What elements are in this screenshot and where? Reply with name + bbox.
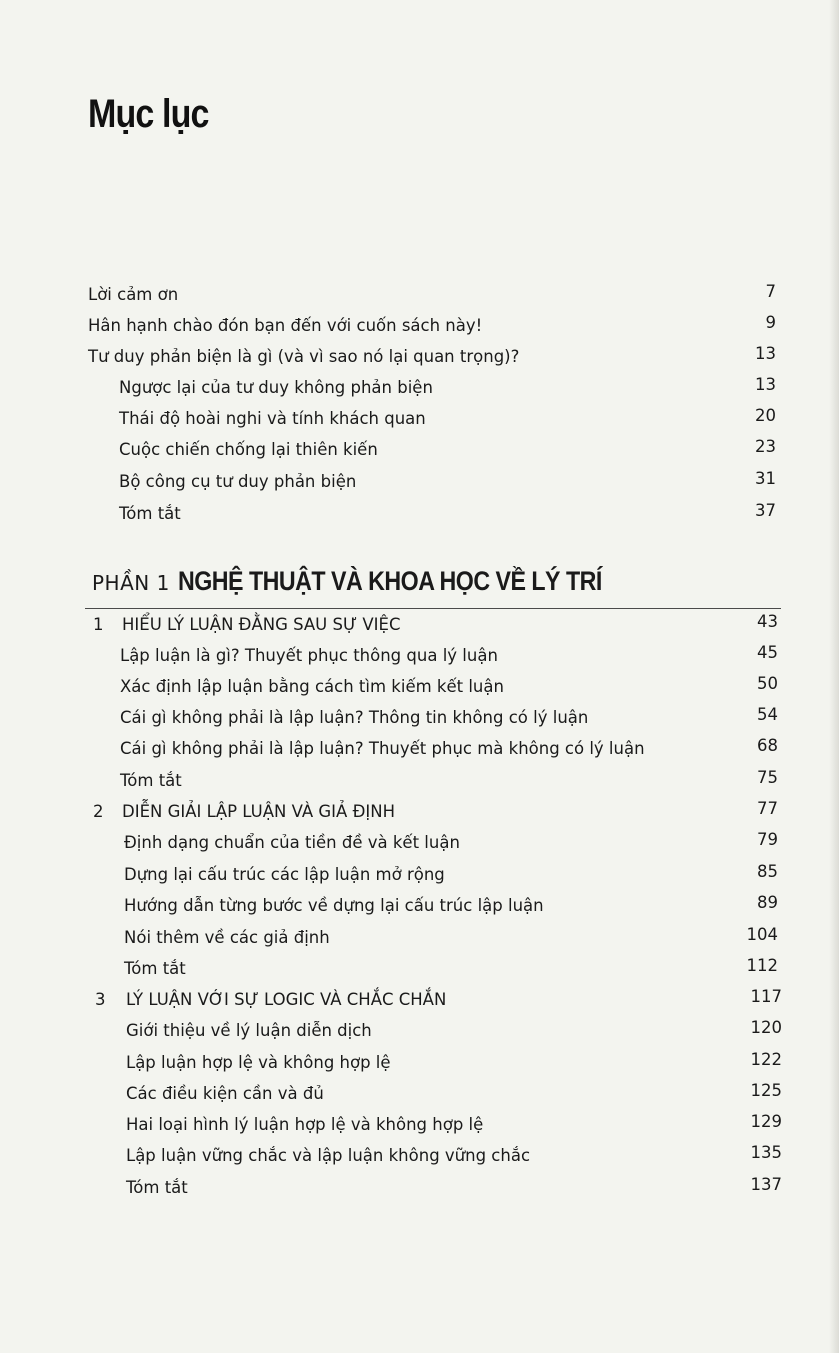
chapter-title: DIỄN GIẢI LẬP LUẬN VÀ GIẢ ĐỊNH (122, 802, 395, 821)
toc-entry-label: Lời cảm ơn (88, 285, 179, 304)
toc-entry-label: Thái độ hoài nghi và tính khách quan (119, 409, 426, 428)
toc-entry-page: 7 (765, 282, 776, 301)
toc-entry-page: 9 (765, 313, 776, 332)
toc-entry-label: Hướng dẫn từng bước về dựng lại cấu trúc lập luận (124, 896, 544, 915)
toc-entry-label: Cái gì không phải là lập luận? Thông tin không có lý luận (120, 708, 589, 727)
toc-entry-page: 137 (750, 1175, 782, 1194)
toc-entry-label: Tóm tắt (119, 504, 181, 523)
toc-entry-label: Tư duy phản biện là gì (và vì sao nó lại quan trọng)? (88, 347, 520, 366)
toc-entry-label: Bộ công cụ tư duy phản biện (119, 472, 357, 491)
toc-entry-label: Cuộc chiến chống lại thiên kiến (119, 440, 378, 459)
toc-entry-page: 31 (755, 469, 776, 488)
toc-entry-label: Cái gì không phải là lập luận? Thuyết phục mà không có lý luận (120, 739, 645, 758)
toc-entry-page: 85 (757, 862, 778, 881)
part-heading (92, 566, 671, 597)
chapter-number: 1 (93, 615, 104, 634)
chapter-title: HIỂU LÝ LUẬN ĐẰNG SAU SỰ VIỆC (122, 615, 401, 634)
toc-entry-page: 68 (757, 736, 778, 755)
toc-entry-page: 54 (757, 705, 778, 724)
toc-entry-label: Tóm tắt (120, 771, 182, 790)
toc-entry-label: Hân hạnh chào đón bạn đến với cuốn sách này! (88, 316, 483, 335)
toc-entry-label: Giới thiệu về lý luận diễn dịch (126, 1021, 372, 1040)
toc-entry-label: Lập luận hợp lệ và không hợp lệ (126, 1053, 391, 1072)
toc-entry-label: Ngược lại của tư duy không phản biện (119, 378, 433, 397)
toc-entry-label: Định dạng chuẩn của tiền đề và kết luận (124, 833, 460, 852)
toc-entry-label: Xác định lập luận bằng cách tìm kiếm kết luận (120, 677, 504, 696)
page-title: Mục lục (88, 92, 209, 136)
chapter-page: 117 (750, 987, 782, 1006)
toc-entry-page: 79 (757, 830, 778, 849)
toc-entry-page: 37 (755, 501, 776, 520)
toc-entry-page: 129 (750, 1112, 782, 1131)
divider (85, 608, 781, 609)
toc-entry-page: 75 (757, 768, 778, 787)
toc-entry-page: 89 (757, 893, 778, 912)
part-title: NGHỆ THUẬT VÀ KHOA HỌC VỀ LÝ TRÍ (177, 566, 602, 596)
toc-entry-page: 104 (746, 925, 778, 944)
toc-entry-page: 122 (750, 1050, 782, 1069)
toc-entry-label: Dựng lại cấu trúc các lập luận mở rộng (124, 865, 445, 884)
toc-entry-page: 23 (755, 437, 776, 456)
toc-entry-page: 112 (746, 956, 778, 975)
toc-entry-label: Nói thêm về các giả định (124, 928, 330, 947)
toc-entry-page: 125 (750, 1081, 782, 1100)
page-edge-shadow (829, 0, 839, 1353)
toc-entry-page: 13 (755, 344, 776, 363)
chapter-title: LÝ LUẬN VỚI SỰ LOGIC VÀ CHẮC CHẮN (126, 990, 447, 1009)
toc-entry-page: 20 (755, 406, 776, 425)
toc-entry-page: 135 (750, 1143, 782, 1162)
toc-entry-label: Tóm tắt (126, 1178, 188, 1197)
toc-entry-label: Hai loại hình lý luận hợp lệ và không hợp lệ (126, 1115, 484, 1134)
toc-entry-page: 120 (750, 1018, 782, 1037)
toc-entry-page: 45 (757, 643, 778, 662)
toc-entry-label: Lập luận là gì? Thuyết phục thông qua lý luận (120, 646, 498, 665)
chapter-page: 43 (757, 612, 778, 631)
toc-entry-page: 50 (757, 674, 778, 693)
chapter-page: 77 (757, 799, 778, 818)
toc-entry-page: 13 (755, 375, 776, 394)
chapter-number: 2 (93, 802, 104, 821)
chapter-number: 3 (95, 990, 106, 1009)
toc-entry-label: Tóm tắt (124, 959, 186, 978)
part-number: PHẦN 1 (92, 571, 170, 595)
toc-entry-label: Lập luận vững chắc và lập luận không vững chắc (126, 1146, 531, 1165)
toc-entry-label: Các điều kiện cần và đủ (126, 1084, 324, 1103)
